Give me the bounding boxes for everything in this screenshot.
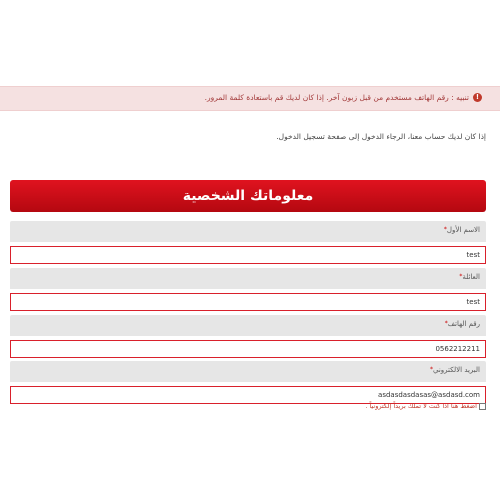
personal-info-title: معلوماتك الشخصية bbox=[182, 188, 314, 204]
phone-label-bar bbox=[10, 315, 486, 336]
no-email-checkbox[interactable] bbox=[479, 403, 486, 410]
phone-in-use-alert bbox=[0, 86, 500, 111]
exclamation-circle-icon: ! bbox=[473, 93, 482, 102]
first-name-label-bar bbox=[10, 221, 486, 242]
email-label-bar bbox=[10, 361, 486, 382]
last-name-label-bar bbox=[10, 268, 486, 289]
personal-info-header bbox=[10, 180, 486, 212]
last-name-label: العائلة* bbox=[459, 273, 480, 281]
first-name-input[interactable] bbox=[10, 246, 486, 264]
last-name-input[interactable] bbox=[10, 293, 486, 311]
first-name-field-group bbox=[10, 221, 486, 264]
phone-input[interactable] bbox=[10, 340, 486, 358]
login-info-text: إذا كان لديك حساب معنا، الرجاء الدخول إلى صفحة تسجيل الدخول. bbox=[276, 132, 486, 141]
email-field-group bbox=[10, 361, 486, 404]
alert-message: تنبيه : رقم الهاتف مستخدم من قبل زبون آخر. إذا كان لديك قم باستعادة كلمة المرور. bbox=[204, 93, 469, 102]
first-name-label: الاسم الأول* bbox=[443, 226, 480, 234]
no-email-option[interactable] bbox=[365, 402, 486, 410]
last-name-field-group bbox=[10, 268, 486, 311]
no-email-checkbox-label[interactable]: اضغط هنا اذا كنت لا تملك بريداً إلكترونياً . bbox=[365, 402, 477, 410]
phone-label: رقم الهاتف* bbox=[444, 320, 480, 328]
phone-field-group bbox=[10, 315, 486, 358]
email-label: البريد الالكتروني* bbox=[430, 366, 480, 374]
